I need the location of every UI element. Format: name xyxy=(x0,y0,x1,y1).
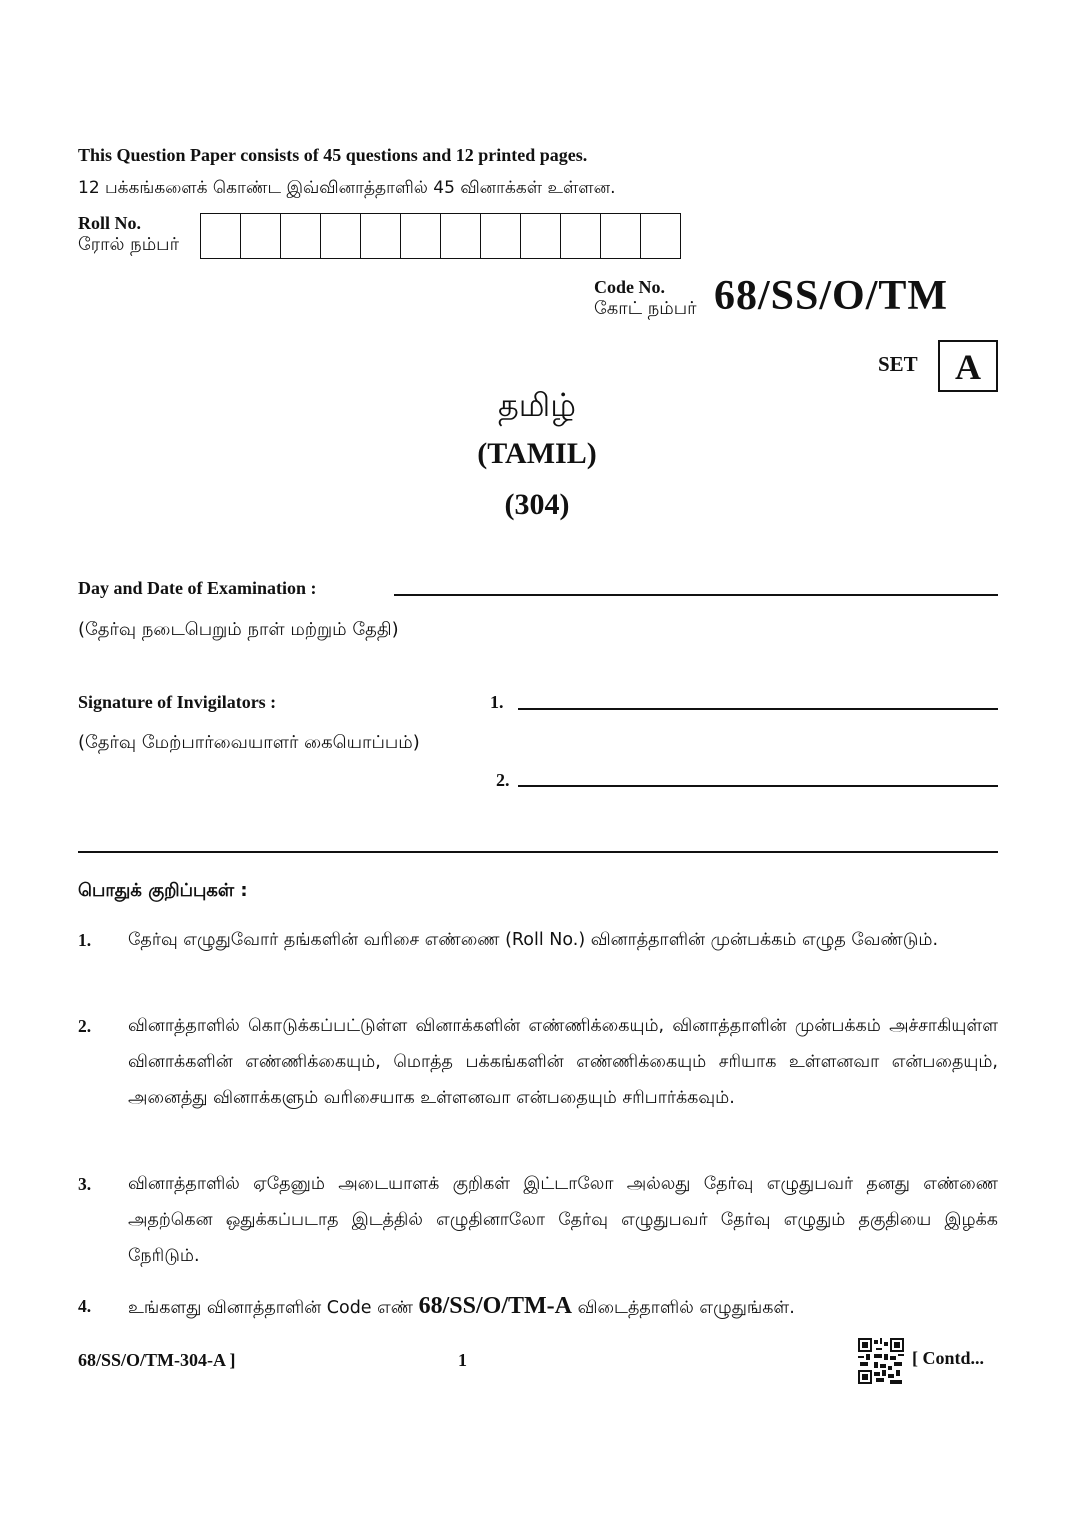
general-instructions-heading: பொதுக் குறிப்புகள் : xyxy=(78,880,248,901)
code-number-value: 68/SS/O/TM xyxy=(714,273,949,319)
instruction-text-post: விடைத்தாளில் எழுதுங்கள். xyxy=(577,1298,795,1318)
subject-code: (304) xyxy=(504,488,570,521)
invigilator-signature-label: Signature of Invigilators : xyxy=(78,692,277,712)
section-divider xyxy=(78,851,998,853)
roll-number-cell[interactable] xyxy=(280,214,320,258)
page-number: 1 xyxy=(458,1350,467,1370)
instruction-item xyxy=(78,1288,998,1326)
signature-1-number: 1. xyxy=(490,692,504,712)
code-label-en: Code No. xyxy=(594,277,665,297)
instruction-text xyxy=(128,1288,998,1326)
instruction-number: 4. xyxy=(78,1296,92,1316)
set-value-box: A xyxy=(938,340,998,392)
roll-number-cell[interactable] xyxy=(440,214,480,258)
roll-number-cell[interactable] xyxy=(520,214,560,258)
roll-number-cell[interactable] xyxy=(360,214,400,258)
set-label: SET xyxy=(878,352,918,376)
roll-number-cell[interactable] xyxy=(560,214,600,258)
instruction-text-pre: உங்களது வினாத்தாளின் Code எண் xyxy=(128,1298,414,1318)
instruction-text: தேர்வு எழுதுவோர் தங்களின் வரிசை எண்ணை (Roll No.) வினாத்தாளின் முன்பக்கம் எழுத வேண்டும். xyxy=(128,930,939,950)
subject-title-tamil: தமிழ் xyxy=(497,386,577,424)
qr-code-icon xyxy=(858,1338,904,1384)
instruction-text: வினாத்தாளில் கொடுக்கப்பட்டுள்ள வினாக்களின் எண்ணிக்கையும், வினாத்தாளின் முன்பக்கம் அச்சாகியுள்ள வினாக்களின் எண்ணிக்கையும், மொத்த பக்கங்களின் எண்ணிக்கையும் சரியாக உள்ளனவா என்பதையும், அனைத்து வினாக்களும் வரிசையாக உள்ளனவா என்பதையும் சரிபார்க்கவும். xyxy=(128,1016,998,1108)
invigilator-signature-label-tamil: (தேர்வு மேற்பார்வையாளர் கையொப்பம்) xyxy=(78,732,420,753)
roll-number-cell[interactable] xyxy=(480,214,520,258)
roll-number-label xyxy=(78,212,179,256)
roll-number-cell[interactable] xyxy=(640,214,680,258)
instruction-code: 68/SS/O/TM-A xyxy=(418,1293,572,1319)
roll-number-cell[interactable] xyxy=(400,214,440,258)
instruction-number: 2. xyxy=(78,1016,92,1036)
continued-label: [ Contd... xyxy=(912,1348,985,1368)
instruction-item xyxy=(78,1008,998,1116)
signature-2-line[interactable] xyxy=(518,785,998,787)
instruction-number: 1. xyxy=(78,930,92,950)
roll-number-cell[interactable] xyxy=(240,214,280,258)
roll-number-cell[interactable] xyxy=(320,214,360,258)
subject-title-english: (TAMIL) xyxy=(477,437,597,470)
question-paper-info: This Question Paper consists of 45 questions and 12 printed pages. xyxy=(78,145,588,165)
instruction-item xyxy=(78,922,998,958)
roll-label-ta: ரோல் நம்பர் xyxy=(78,234,179,255)
instruction-number: 3. xyxy=(78,1174,92,1194)
exam-date-label-tamil: (தேர்வு நடைபெறும் நாள் மற்றும் தேதி) xyxy=(78,619,399,640)
instruction-item xyxy=(78,1166,998,1274)
roll-number-cell[interactable] xyxy=(600,214,640,258)
footer-paper-code: 68/SS/O/TM-304-A ] xyxy=(78,1350,236,1370)
signature-1-line[interactable] xyxy=(518,708,998,710)
exam-date-label: Day and Date of Examination : xyxy=(78,578,317,598)
roll-number-cell[interactable] xyxy=(201,214,240,258)
exam-date-line[interactable] xyxy=(394,594,998,596)
roll-number-boxes[interactable] xyxy=(200,213,681,259)
roll-label-en: Roll No. xyxy=(78,213,141,233)
code-label-ta: கோட் நம்பர் xyxy=(594,298,697,319)
instruction-text: வினாத்தாளில் ஏதேனும் அடையாளக் குறிகள் இட்டாலோ அல்லது தேர்வு எழுதுபவர் தனது எண்ணை அதற்கென ஒதுக்கப்படாத இடத்தில் எழுதினாலோ தேர்வு எழுதுபவர் தேர்வு எழுதும் தகுதியை இழக்க நேரிடும். xyxy=(128,1174,998,1266)
question-paper-info-tamil: 12 பக்கங்களைக் கொண்ட இவ்வினாத்தாளில் 45 வினாக்கள் உள்ளன. xyxy=(78,178,616,198)
signature-2-number: 2. xyxy=(496,770,510,790)
code-number-label xyxy=(594,276,697,320)
